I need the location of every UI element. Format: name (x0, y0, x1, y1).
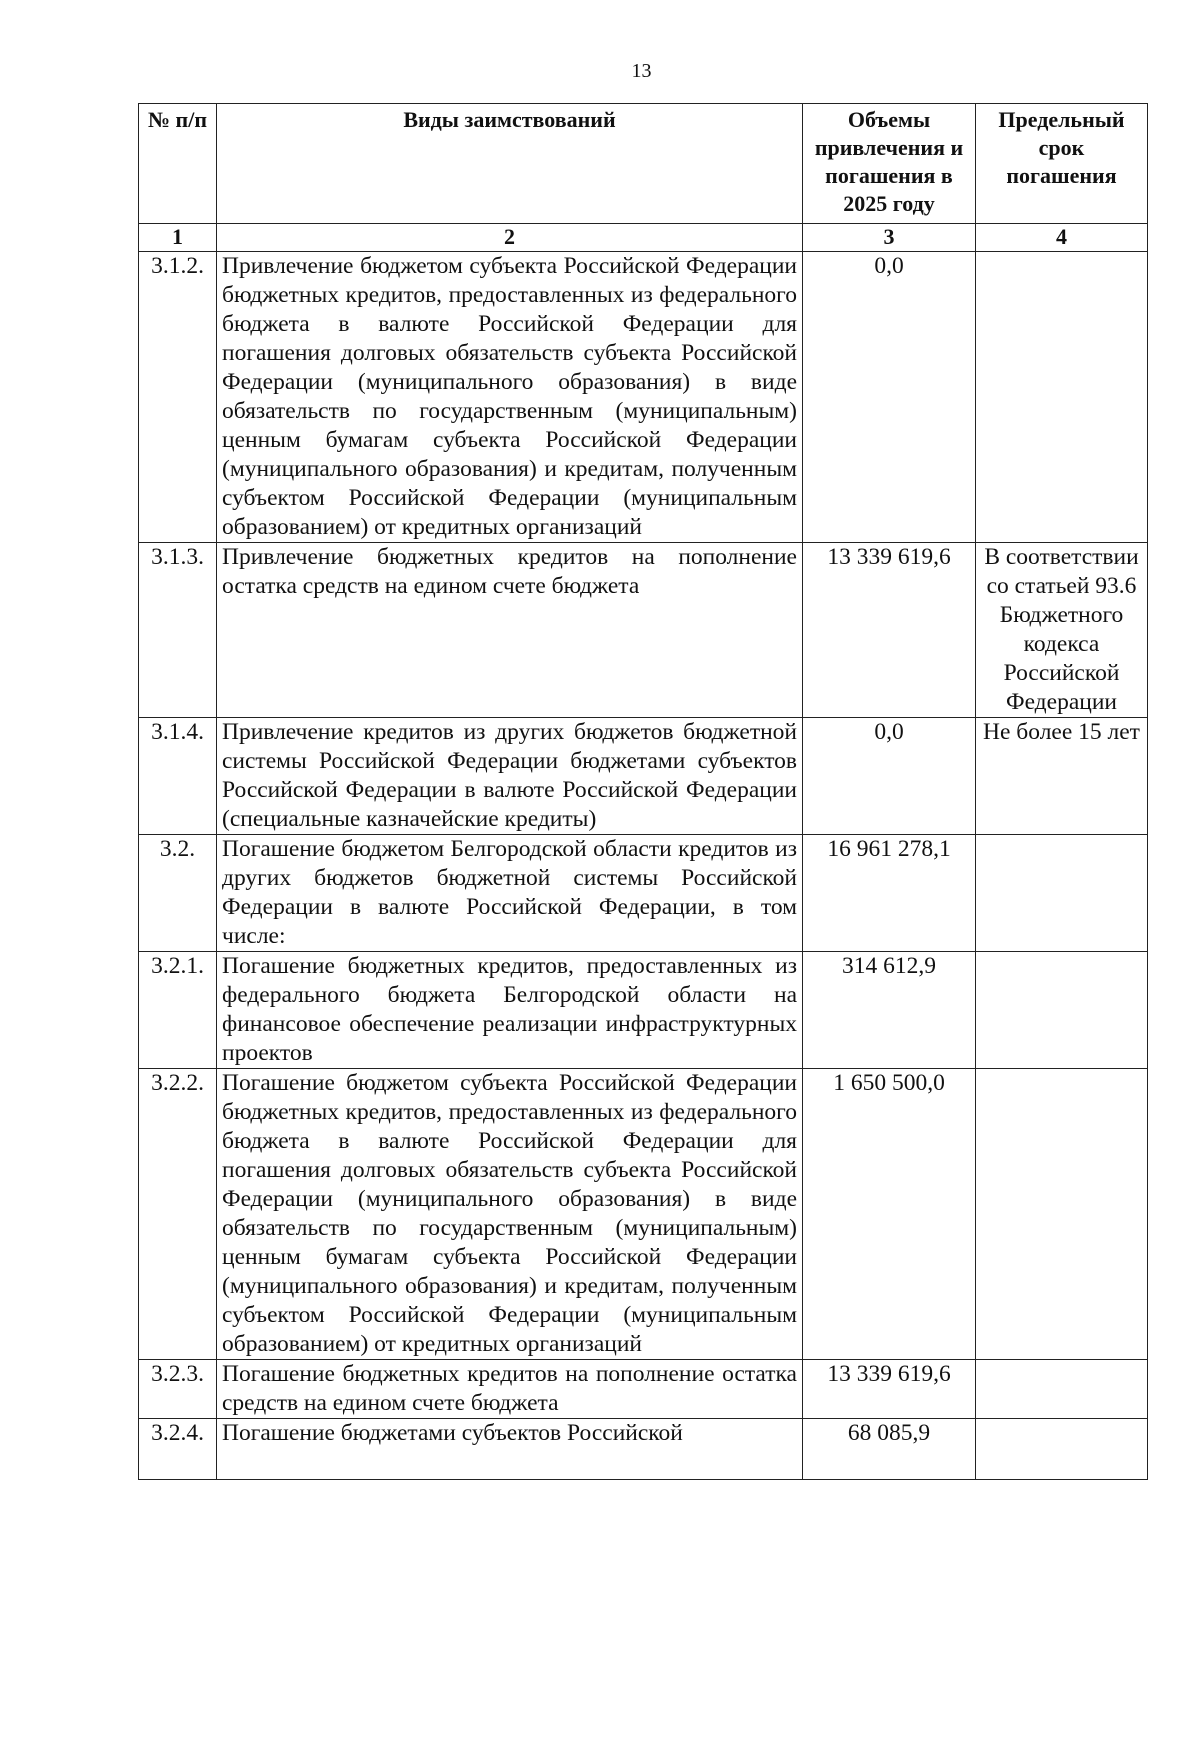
row-term: Не более 15 лет (976, 718, 1148, 835)
page-number: 13 (631, 60, 652, 82)
row-number: 3.1.2. (139, 252, 217, 543)
row-description: Погашение бюджетных кредитов на пополнение остатка средств на едином счете бюджета (217, 1360, 803, 1419)
row-number: 3.2.2. (139, 1069, 217, 1360)
row-description: Погашение бюджетами субъектов Российской (217, 1419, 803, 1480)
row-term (976, 952, 1148, 1069)
row-description: Привлечение кредитов из других бюджетов бюджетной системы Российской Федерации бюджетами субъектов Российской Федерации в валюте Российской Федерации (специальные казначейские кредиты) (217, 718, 803, 835)
table-row (139, 1069, 1148, 1360)
row-description: Погашение бюджетных кредитов, предоставленных из федерального бюджета Белгородской области на финансовое обеспечение реализации инфраструктурных проектов (217, 952, 803, 1069)
header-row (139, 104, 1148, 224)
column-number: 4 (976, 224, 1148, 252)
table-row (139, 1360, 1148, 1419)
column-number: 1 (139, 224, 217, 252)
row-volume: 1 650 500,0 (803, 1069, 976, 1360)
table-row (139, 952, 1148, 1069)
row-term (976, 1419, 1148, 1480)
header-num: № п/п (139, 104, 217, 224)
row-description: Привлечение бюджетом субъекта Российской Федерации бюджетных кредитов, предоставленных из федерального бюджета в валюте Российской Федерации для погашения долговых обязательств субъекта Российской Федерации (муниципального образования) в виде обязательств по государственным (муниципальным) ценным бумагам субъекта Российской Федерации (муниципального образования) и кредитам, полученным субъектом Российской Федерации (муниципальным образованием) от кредитных организаций (217, 252, 803, 543)
row-description: Привлечение бюджетных кредитов на пополнение остатка средств на едином счете бюджета (217, 543, 803, 718)
header-term: Предельный срок погашения (976, 104, 1148, 224)
row-volume: 16 961 278,1 (803, 835, 976, 952)
row-term (976, 1069, 1148, 1360)
table-row (139, 252, 1148, 543)
row-term (976, 252, 1148, 543)
row-number: 3.2. (139, 835, 217, 952)
row-volume: 0,0 (803, 252, 976, 543)
table-row (139, 543, 1148, 718)
header-type: Виды заимствований (217, 104, 803, 224)
table-row (139, 835, 1148, 952)
row-volume: 68 085,9 (803, 1419, 976, 1480)
row-term (976, 1360, 1148, 1419)
row-number: 3.1.4. (139, 718, 217, 835)
row-term (976, 835, 1148, 952)
row-description: Погашение бюджетом Белгородской области кредитов из других бюджетов бюджетной системы Российской Федерации в валюте Российской Федерации, в том числе: (217, 835, 803, 952)
header-volume: Объемы привлечения и погашения в 2025 году (803, 104, 976, 224)
column-number-row (139, 224, 1148, 252)
column-number: 3 (803, 224, 976, 252)
row-volume: 314 612,9 (803, 952, 976, 1069)
borrowings-table (138, 103, 1148, 1480)
row-volume: 0,0 (803, 718, 976, 835)
row-volume: 13 339 619,6 (803, 1360, 976, 1419)
row-description: Погашение бюджетом субъекта Российской Федерации бюджетных кредитов, предоставленных из федерального бюджета в валюте Российской Федерации для погашения долговых обязательств субъекта Российской Федерации (муниципального образования) в виде обязательств по государственным (муниципальным) ценным бумагам субъекта Российской Федерации (муниципального образования) и кредитам, полученным субъектом Российской Федерации (муниципальным образованием) от кредитных организаций (217, 1069, 803, 1360)
row-number: 3.1.3. (139, 543, 217, 718)
table-row (139, 1419, 1148, 1480)
column-number: 2 (217, 224, 803, 252)
row-number: 3.2.4. (139, 1419, 217, 1480)
row-term: В соответствии со статьей 93.6 Бюджетного кодекса Российской Федерации (976, 543, 1148, 718)
row-volume: 13 339 619,6 (803, 543, 976, 718)
row-number: 3.2.1. (139, 952, 217, 1069)
row-number: 3.2.3. (139, 1360, 217, 1419)
table-row (139, 718, 1148, 835)
